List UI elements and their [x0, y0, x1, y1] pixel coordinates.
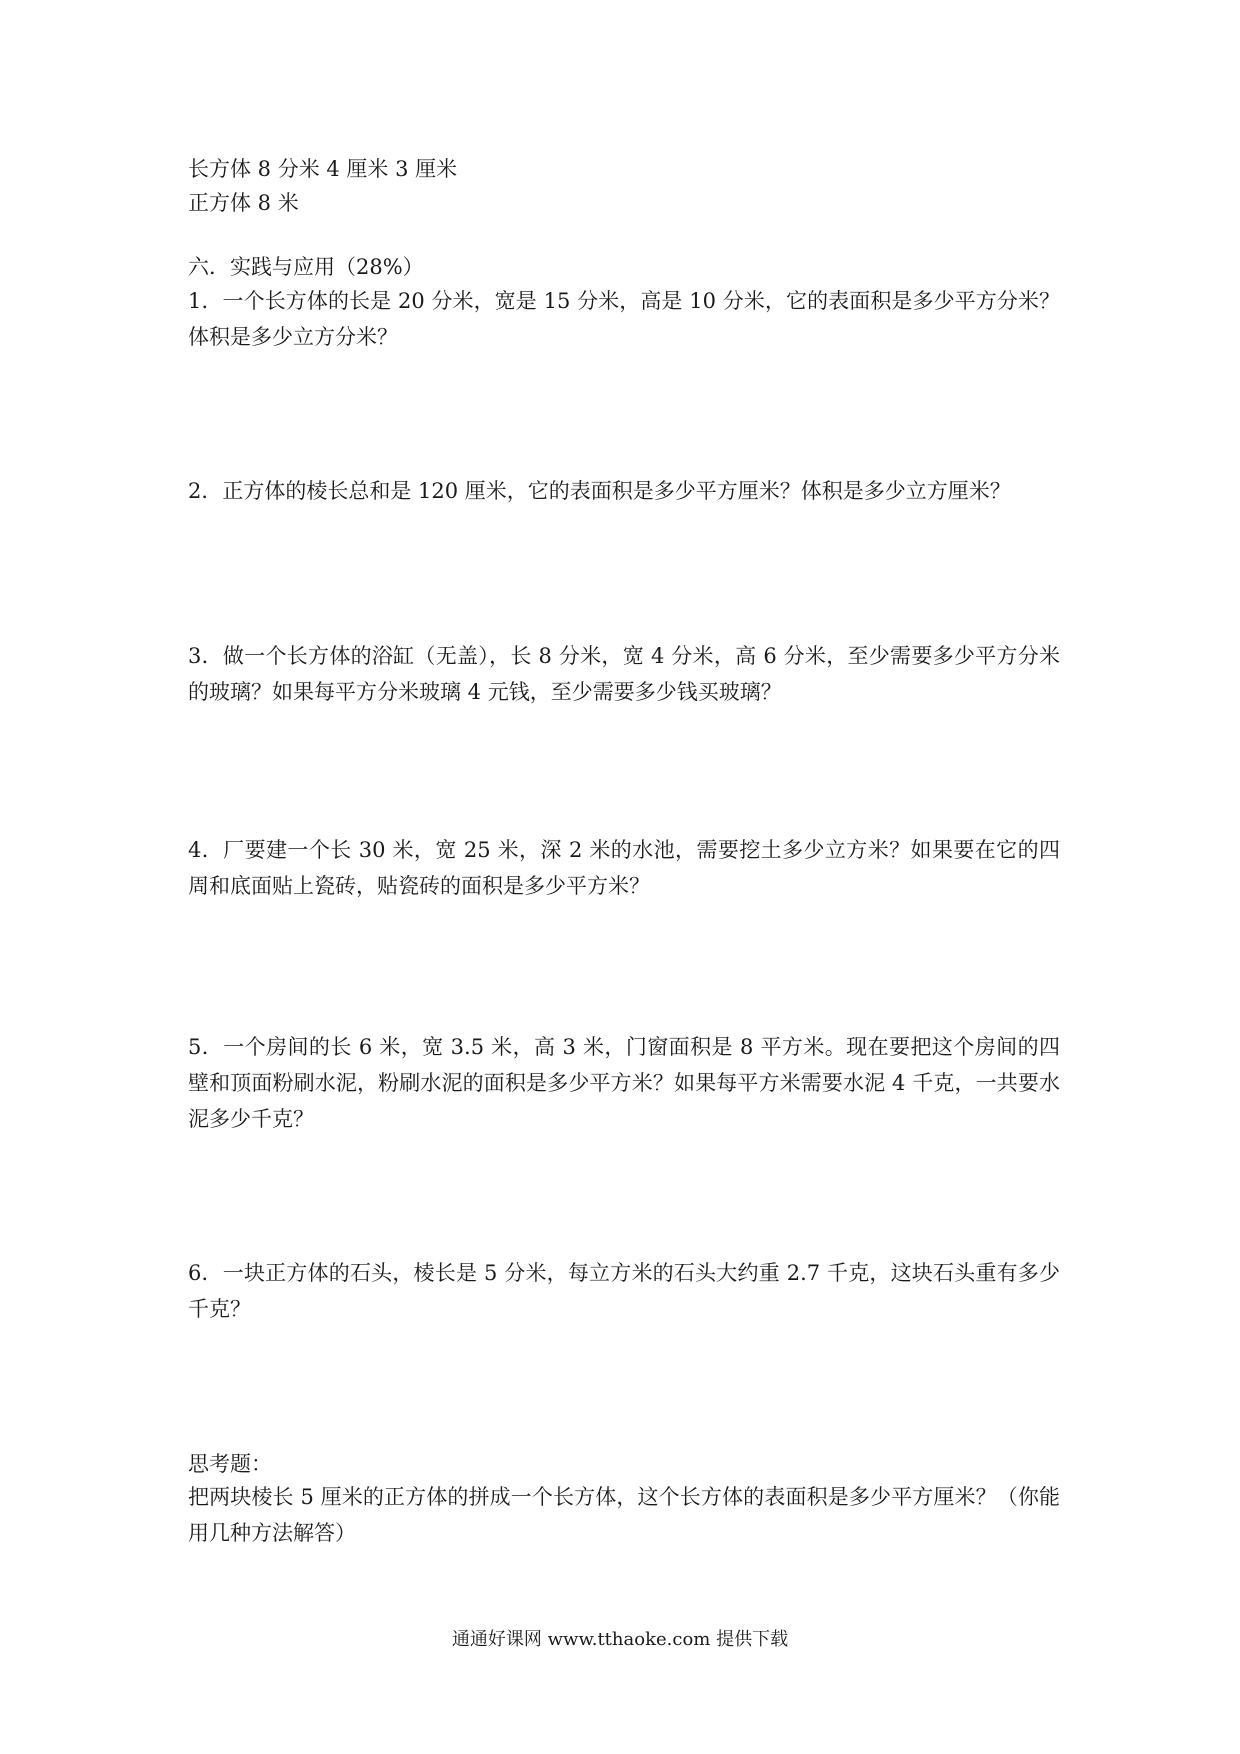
problem-1: 1．一个长方体的长是 20 分米，宽是 15 分米，高是 10 分米，它的表面积是多少平方分米？体积是多少立方分米？ [188, 289, 1060, 349]
page-footer: 通通好课网 www.tthaoke.com 提供下载 [451, 1629, 789, 1650]
thinking-heading: 思考题： [188, 1452, 272, 1476]
thinking-question: 把两块棱长 5 厘米的正方体的拼成一个长方体，这个长方体的表面积是多少平方厘米？（你能用几种方法解答） [188, 1485, 1060, 1545]
problem-4: 4．厂要建一个长 30 米，宽 25 米，深 2 米的水池，需要挖土多少立方米？如果要在它的四周和底面贴上瓷砖，贴瓷砖的面积是多少平方米？ [188, 838, 1060, 898]
problem-3: 3．做一个长方体的浴缸（无盖），长 8 分米，宽 4 分米，高 6 分米，至少需要多少平方分米的玻璃？如果每平方分米玻璃 4 元钱，至少需要多少钱买玻璃？ [188, 644, 1060, 704]
cube-dimensions-line: 正方体 8 米 [188, 191, 299, 215]
cuboid-dimensions-line: 长方体 8 分米 4 厘米 3 厘米 [188, 157, 458, 181]
problem-5: 5．一个房间的长 6 米，宽 3.5 米，高 3 米，门窗面积是 8 平方米。现在要把这个房间的四壁和顶面粉刷水泥，粉刷水泥的面积是多少平方米？如果每平方米需要水泥 4 千克，一共要水泥多少千克？ [188, 1035, 1060, 1131]
section-heading: 六．实践与应用（28%） [188, 255, 424, 279]
problem-2: 2．正方体的棱长总和是 120 厘米，它的表面积是多少平方厘米？体积是多少立方厘米？ [188, 479, 1011, 503]
problem-6: 6．一块正方体的石头，棱长是 5 分米，每立方米的石头大约重 2.7 千克，这块石头重有多少千克？ [188, 1261, 1060, 1321]
